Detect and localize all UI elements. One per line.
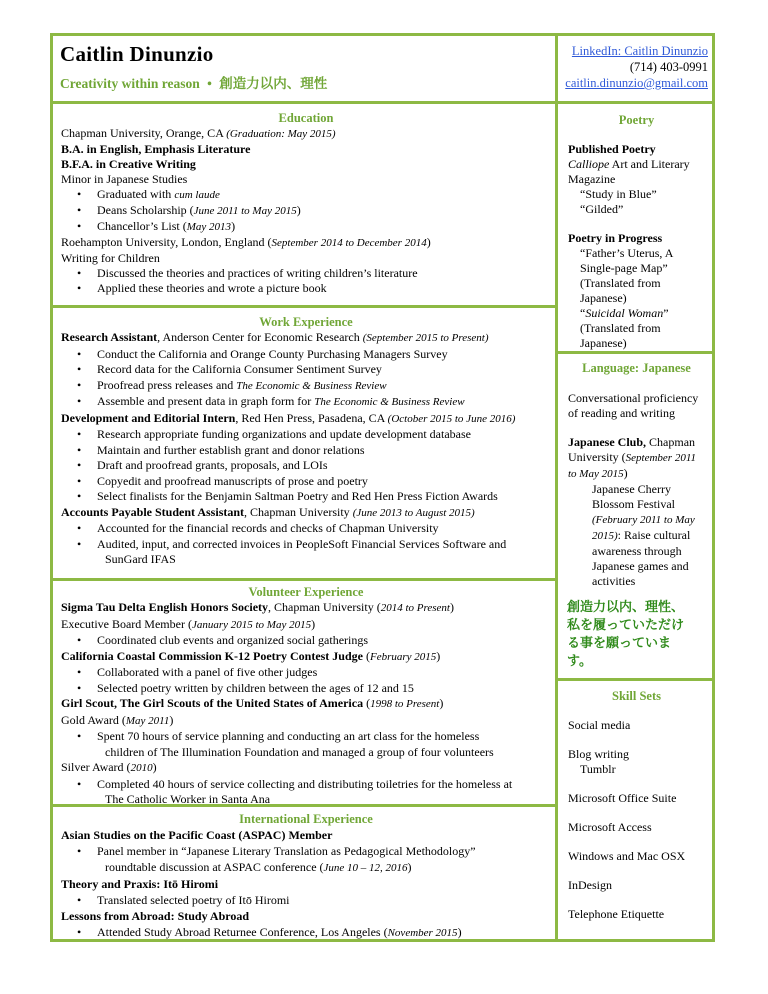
entry-line: Asian Studies on the Pacific Coast (ASPAC) Member: [61, 828, 333, 842]
bullet-item: • Copyedit and proofread manuscripts of prose and poetry: [77, 473, 368, 488]
entry-line: The Catholic Worker in Santa Ana: [105, 792, 271, 806]
progress-line: Japanese): [580, 291, 627, 305]
bullet-item: • Deans Scholarship (June 2011 to May 2015): [77, 203, 301, 217]
entry-line: Accounts Payable Student Assistant, Chapman University (June 2013 to August 2015): [61, 504, 475, 519]
contact-block: [508, 43, 708, 91]
bullet-item: • Translated selected poetry of Itō Hiromi: [77, 893, 290, 907]
entry-line: B.A. in English, Emphasis Literature: [61, 142, 251, 156]
bullet-icon: •: [77, 203, 82, 217]
skill-item: InDesign: [568, 878, 612, 892]
volunteer-title: Volunteer Experience: [248, 585, 364, 599]
entry-line: Theory and Praxis: Itō Hiromi: [61, 877, 219, 891]
work-title: Work Experience: [259, 315, 353, 329]
bullet-icon: •: [77, 844, 82, 858]
international-section: [61, 827, 551, 941]
language-divider: [555, 678, 715, 681]
bullet-icon: •: [77, 729, 82, 743]
bullet-icon: •: [77, 394, 82, 408]
skills-title: Skill Sets: [612, 689, 661, 703]
proficiency-line: Conversational proficiency: [568, 391, 699, 405]
bullet-icon: •: [77, 377, 82, 392]
skill-item: Microsoft Office Suite: [568, 791, 677, 805]
bullet-item: • Collaborated with a panel of five other judges: [77, 665, 318, 679]
entry-line: Research Assistant, Anderson Center for Economic Research (September 2015 to Present): [61, 330, 489, 344]
bullet-item: • Audited, input, and corrected invoices in PeopleSoft Financial Services Software and: [77, 536, 507, 551]
header-divider: [50, 101, 715, 104]
published-heading: Published Poetry: [568, 142, 656, 156]
poetry-title: Poetry: [618, 113, 655, 127]
poetry-section: [568, 142, 713, 351]
quote-line: 私を履っていただけ: [567, 618, 685, 633]
bullet-item: • Record data for the California Consumer Sentiment Survey: [77, 362, 382, 376]
bullet-icon: •: [77, 362, 82, 376]
bullet-icon: •: [77, 266, 82, 280]
bullet-item: • Coordinated club events and organized social gatherings: [77, 633, 369, 647]
education-section: [61, 126, 551, 296]
entry-line: Minor in Japanese Studies: [61, 172, 188, 186]
tagline-en: Creativity within reason: [60, 76, 200, 91]
entry-line: SunGard IFAS: [105, 552, 176, 566]
progress-heading: Poetry in Progress: [568, 231, 663, 245]
festival-date-2: 2015): Raise cultural: [592, 528, 691, 542]
entry-line: Girl Scout, The Girl Scouts of the United States of America (1998 to Present): [61, 696, 444, 710]
bullet-icon: •: [77, 442, 82, 457]
entry-line: Development and Editorial Intern, Red Hen Press, Pasadena, CA (October 2015 to June 2016): [61, 410, 516, 425]
quote-line: す。: [567, 654, 592, 669]
bullet-item: • Spent 70 hours of service planning and conducting an art class for the homeless: [77, 729, 480, 743]
bullet-icon: •: [77, 925, 82, 939]
bullet-icon: •: [77, 680, 82, 695]
bullet-item: • Chancellor’s List (May 2013): [77, 219, 236, 233]
bullet-item: • Applied these theories and wrote a picture book: [77, 281, 327, 295]
language-title: Language: Japanese: [582, 361, 691, 375]
skill-item: Tumblr: [580, 762, 616, 776]
bullet-icon: •: [77, 893, 82, 907]
entry-line: roundtable discussion at ASPAC conference (June 10 – 12, 2016): [105, 860, 412, 874]
tagline: [60, 72, 327, 92]
bullet-item: • Completed 40 hours of service collecting and distributing toiletries for the homeless at: [77, 776, 513, 791]
progress-line: (Translated from: [580, 321, 661, 335]
education-title: Education: [278, 111, 334, 125]
tagline-jp: 創造力以内、理性: [219, 76, 328, 92]
bullet-item: • Maintain and further establish grant and donor relations: [77, 442, 365, 457]
quote-line: 創造力以内、理性、: [567, 600, 685, 615]
club-line: Japanese Club, Chapman: [568, 435, 696, 449]
bullet-item: • Attended Study Abroad Returnee Conference, Los Angeles (November 2015): [77, 925, 462, 939]
entry-line: Chapman University, Orange, CA (Graduation: May 2015): [61, 126, 336, 140]
skill-item: Telephone Etiquette: [568, 907, 665, 921]
bullet-icon: •: [77, 633, 82, 647]
club-line-3: to May 2015): [568, 466, 628, 480]
bullet-item: • Panel member in “Japanese Literary Translation as Pedagogical Methodology”: [77, 844, 476, 858]
entry-line: B.F.A. in Creative Writing: [61, 157, 196, 171]
bullet-icon: •: [77, 427, 82, 441]
proficiency-line: of reading and writing: [568, 406, 675, 420]
work-divider: [50, 578, 557, 581]
progress-line: (Translated from: [580, 276, 661, 290]
edu-divider: [50, 305, 557, 308]
entry-line: Roehampton University, London, England (September 2014 to December 2014): [61, 235, 431, 249]
tagline-sep: •: [207, 76, 212, 91]
progress-line: Japanese): [580, 336, 627, 350]
published-item: “Study in Blue”: [580, 187, 657, 201]
progress-line: Single-page Map”: [580, 261, 668, 275]
progress-line-italic: “Suicidal Woman”: [580, 306, 669, 320]
volunteer-section: [61, 600, 551, 808]
published-magazine-2: Magazine: [568, 172, 616, 186]
bullet-item: • Accounted for the financial records and checks of Chapman University: [77, 521, 439, 535]
bullet-icon: •: [77, 219, 82, 233]
bullet-icon: •: [77, 473, 82, 488]
published-magazine: Calliope Art and Literary: [568, 157, 690, 171]
entry-line: Sigma Tau Delta English Honors Society, Chapman University (2014 to Present): [61, 600, 454, 614]
bullet-item: • Draft and proofread grants, proposals, and LOIs: [77, 458, 328, 472]
bullet-item: • Selected poetry written by children between the ages of 12 and 15: [77, 680, 414, 695]
festival-line: Japanese games and: [592, 559, 689, 573]
bullet-icon: •: [77, 521, 82, 535]
phone-number: (714) 403-0991: [629, 60, 708, 74]
linkedin-link[interactable]: LinkedIn: Caitlin Dinunzio: [571, 44, 708, 58]
entry-line: Gold Award (May 2011): [61, 712, 174, 727]
festival-date: (February 2011 to May: [592, 514, 695, 526]
bullet-item: • Select finalists for the Benjamin Saltman Poetry and Red Hen Press Fiction Awards: [77, 489, 498, 503]
skill-item: Microsoft Access: [568, 820, 652, 834]
bullet-item: • Conduct the California and Orange County Purchasing Managers Survey: [77, 346, 448, 361]
skill-item: Blog writing: [568, 747, 630, 761]
entry-line: Writing for Children: [61, 251, 160, 265]
quote-line: る事を願っていま: [567, 636, 672, 651]
progress-line: “Father’s Uterus, A: [580, 246, 674, 260]
published-item: “Gilded”: [580, 202, 624, 216]
festival-line: Japanese Cherry: [592, 482, 671, 496]
bullet-icon: •: [77, 536, 82, 551]
bullet-icon: •: [77, 776, 82, 791]
festival-line: Blossom Festival: [592, 497, 676, 511]
bullet-icon: •: [77, 489, 82, 503]
bullet-item: • Assemble and present data in graph form for The Economic & Business Review: [77, 394, 465, 408]
club-line-2: University (September 2011: [568, 450, 697, 464]
entry-line: Lessons from Abroad: Study Abroad: [61, 909, 250, 923]
international-title: International Experience: [239, 812, 373, 826]
bullet-item: • Proofread press releases and The Economic & Business Review: [77, 377, 387, 392]
bullet-icon: •: [77, 281, 82, 295]
entry-line: Executive Board Member (January 2015 to May 2015): [61, 616, 316, 631]
work-section: [61, 330, 551, 568]
festival-line: awareness through: [592, 544, 682, 558]
bullet-item: • Graduated with cum laude: [77, 187, 220, 201]
language-section: [568, 391, 713, 589]
festival-line: activities: [592, 574, 636, 588]
email-link[interactable]: caitlin.dinunzio@gmail.com: [565, 76, 708, 90]
skill-item: Social media: [568, 718, 631, 732]
bullet-item: • Discussed the theories and practices of writing children’s literature: [77, 266, 418, 280]
bullet-item: • Research appropriate funding organizations and update development database: [77, 427, 471, 441]
bullet-icon: •: [77, 458, 82, 472]
skills-section: [568, 718, 713, 922]
bullet-icon: •: [77, 346, 82, 361]
entry-line: California Coastal Commission K-12 Poetry Contest Judge (February 2015): [61, 648, 441, 663]
poetry-divider: [555, 351, 715, 354]
entry-line: children of The Illumination Foundation and managed a group of four volunteers: [105, 744, 494, 759]
skill-item: Windows and Mac OSX: [568, 849, 686, 863]
entry-line: Silver Award (2010): [61, 760, 157, 774]
bullet-icon: •: [77, 187, 82, 201]
candidate-name: Caitlin Dinunzio: [60, 42, 214, 66]
japanese-quote: [567, 599, 712, 671]
bullet-icon: •: [77, 665, 82, 679]
